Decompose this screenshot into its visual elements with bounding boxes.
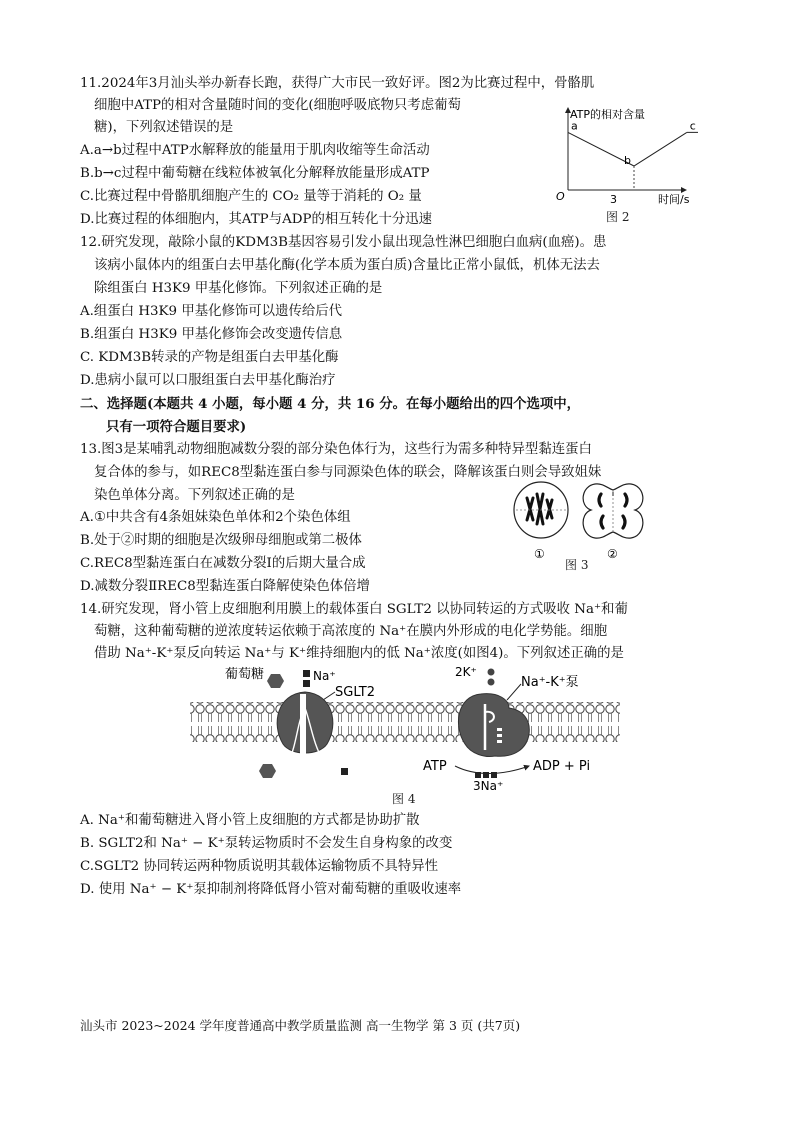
- origin-label: O: [556, 190, 565, 203]
- x-tick-label: 3: [610, 193, 617, 206]
- x-axis-label: 时间/s: [658, 193, 690, 206]
- figure-2-caption: 图 2: [606, 210, 630, 224]
- glucose-inside-icon: [259, 764, 276, 778]
- sglt2-label: SGLT2: [335, 685, 375, 700]
- q12-option-d: D.患病小鼠可以口服组蛋白去甲基化酶治疗: [80, 373, 336, 388]
- section-2-heading-line2: 只有一项符合题目要求): [106, 419, 247, 435]
- q12-option-a: A.组蛋白 H3K9 甲基化修饰可以遗传给后代: [80, 304, 343, 319]
- q12-option-b: B.组蛋白 H3K9 甲基化修饰会改变遗传信息: [80, 327, 343, 342]
- figure-4-membrane: [185, 664, 625, 792]
- adp-label: ADP + Pi: [533, 759, 591, 774]
- lipid-bilayer: [190, 702, 620, 742]
- q14-stem-line2: 萄糖，这种葡萄糖的逆浓度转运依赖于高浓度的 Na⁺在膜内外形成的电化学势能。细胞: [94, 624, 608, 639]
- q11-stem-line2: 细胞中ATP的相对含量随时间的变化(细胞呼吸底物只考虑葡萄: [94, 98, 461, 113]
- cell-2-label: ②: [607, 547, 618, 561]
- point-a-label: a: [571, 119, 578, 133]
- q12-stem-line1: 12.研究发现，敲除小鼠的KDM3B基因容易引发小鼠出现急性淋巴细胞白血病(血癌)。患: [80, 235, 607, 250]
- pump-label: Na⁺-K⁺泵: [521, 675, 579, 690]
- glucose-label: 葡萄糖: [225, 667, 265, 682]
- q11-option-a: A.a→b过程中ATP水解释放的能量用于肌肉收缩等生命活动: [80, 143, 430, 158]
- page-footer: 汕头市 2023~2024 学年度普通高中教学质量监测 高一生物学 第 3 页 (共7页): [80, 1018, 521, 1033]
- figure-4-caption: 图 4: [392, 792, 416, 806]
- k-ion-icon: [488, 669, 495, 676]
- na-label: Na⁺: [313, 669, 336, 683]
- q14-option-d: D. 使用 Na⁺ − K⁺泵抑制剂将降低肾小管对葡萄糖的重吸收速率: [80, 882, 462, 897]
- q13-stem-line1: 13.图3是某哺乳动物细胞减数分裂的部分染色体行为，这些行为需多种特异型黏连蛋白: [80, 442, 592, 457]
- q14-option-a: A. Na⁺和葡萄糖进入肾小管上皮细胞的方式都是协助扩散: [80, 813, 420, 828]
- point-c-label: c: [689, 119, 696, 133]
- cell-2-diagram: [583, 484, 643, 538]
- q13-stem-line2: 复合体的参与，如REC8型黏连蛋白参与同源染色体的联会，降解该蛋白则会导致姐妹: [94, 465, 602, 480]
- q13-option-d: D.减数分裂ⅡREC8型黏连蛋白降解使染色体倍增: [80, 579, 370, 594]
- q12-stem-line3: 除组蛋白 H3K9 甲基化修饰。下列叙述正确的是: [94, 281, 383, 296]
- q14-option-c: C.SGLT2 协同转运两种物质说明其载体运输物质不具特异性: [80, 859, 438, 874]
- q11-stem-line3: 糖)，下列叙述错误的是: [94, 120, 234, 135]
- q14-option-b: B. SGLT2和 Na⁺ − K⁺泵转运物质时不会发生自身构象的改变: [80, 836, 453, 851]
- q13-option-a: A.①中共含有4条姐妹染色单体和2个染色体组: [80, 510, 351, 525]
- na-inside-icon: [341, 768, 348, 775]
- q13-option-b: B.处于②时期的细胞是次级卵母细胞或第二极体: [80, 533, 362, 548]
- q13-stem-line3: 染色单体分离。下列叙述正确的是: [94, 488, 295, 503]
- q12-stem-line2: 该病小鼠体内的组蛋白去甲基化酶(化学本质为蛋白质)含量比正常小鼠低，机体无法去: [94, 258, 600, 273]
- k2-label: 2K⁺: [455, 665, 477, 679]
- q11-option-d: D.比赛过程的体细胞内，其ATP与ADP的相互转化十分迅速: [80, 212, 433, 227]
- point-b-label: b: [624, 154, 631, 167]
- q13-option-c: C.REC8型黏连蛋白在减数分裂Ⅰ的后期大量合成: [80, 556, 366, 571]
- figure-3-caption: 图 3: [565, 558, 589, 572]
- q11-stem-line1: 11.2024年3月汕头举办新春长跑，获得广大市民一致好评。图2为比赛过程中，骨骼肌: [80, 76, 595, 91]
- q11-option-c: C.比赛过程中骨骼肌细胞产生的 CO₂ 量等于消耗的 O₂ 量: [80, 189, 422, 204]
- na3-label: 3Na⁺: [473, 779, 504, 792]
- atp-label: ATP: [423, 759, 447, 774]
- section-2-heading-line1: 二、选择题(本题共 4 小题，每小题 4 分，共 16 分。在每小题给出的四个选项中，: [80, 396, 581, 412]
- q11-option-b: B.b→c过程中葡萄糖在线粒体被氧化分解释放能量形成ATP: [80, 166, 430, 181]
- na-ion-icon: [303, 670, 310, 677]
- q14-stem-line3: 借助 Na⁺-K⁺泵反向转运 Na⁺与 K⁺维持细胞内的低 Na⁺浓度(如图4)。下列叙述正确的是: [94, 646, 624, 661]
- y-axis-label: ATP的相对含量: [570, 108, 646, 121]
- q12-option-c: C. KDM3B转录的产物是组蛋白去甲基化酶: [80, 350, 339, 365]
- glucose-icon: [267, 674, 284, 688]
- cell-1-label: ①: [534, 547, 545, 561]
- q14-stem-line1: 14.研究发现，肾小管上皮细胞利用膜上的载体蛋白 SGLT2 以协同转运的方式吸收 Na⁺和葡: [80, 602, 628, 617]
- na-ion-icon-2: [303, 680, 310, 687]
- cell-1-diagram: [514, 482, 568, 538]
- k-ion-icon-2: [488, 679, 495, 686]
